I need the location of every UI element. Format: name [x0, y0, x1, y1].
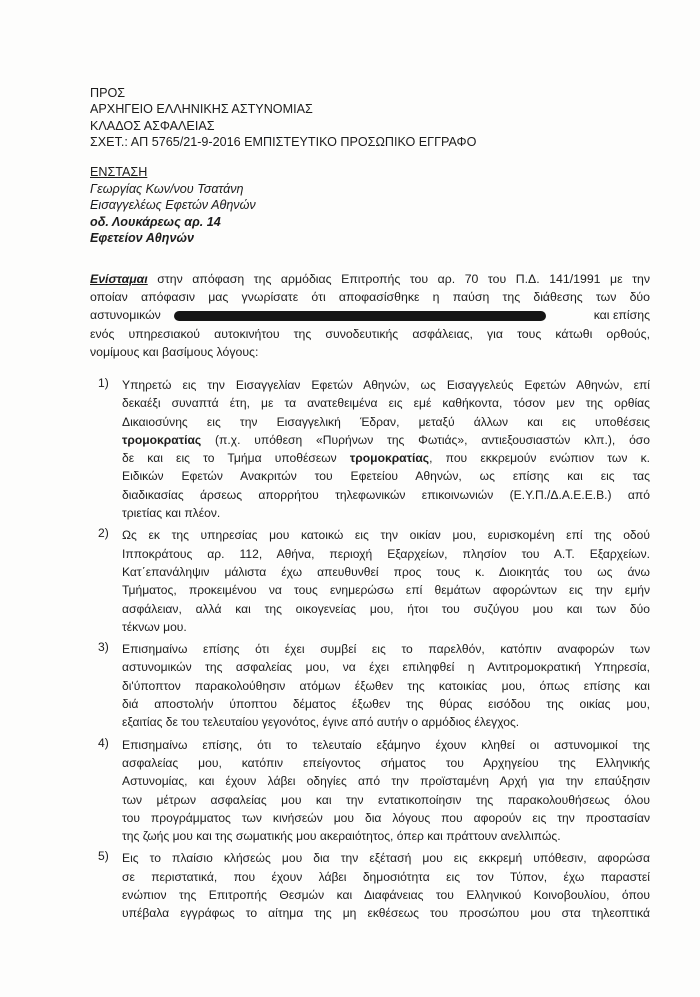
point-item: [90, 526, 650, 636]
objection-title: ΕΝΣΤΑΣΗ: [90, 165, 148, 179]
address-line-hq: ΑΡΧΗΓΕΙΟ ΕΛΛΗΝΙΚΗΣ ΑΣΤΥΝΟΜΙΑΣ: [90, 102, 313, 117]
point-line: της ζωής μου και της σωματικής μου ακεραιότητος, όπερ και πράττουν ανελλιπώς.: [122, 829, 561, 844]
point-number: 2): [98, 526, 109, 541]
point-line: Ειδικών Εφετών Ανακριτών του Εφετείου Αθηνών, ως επίσης και εις τας: [122, 469, 650, 484]
bold-term: τρομοκρατίας: [349, 451, 430, 466]
point-line: Εις το πλαίσιο κλήσεώς μου δια την εξέτασή μου εις εκκρεμή υπόθεσιν, αφορώσα: [122, 851, 650, 866]
point-line: Κατ΄επανάληψιν μάλιστα έχω απευθυνθεί προς τους κ. Διοικητάς του ως άνω: [122, 564, 650, 579]
point-line: Ως εκ της υπηρεσίας μου κατοικώ εις την οικίαν μου, ευρισκομένη επί της οδού: [122, 528, 650, 543]
author-name: Γεωργίας Κων/νου Τσατάνη: [90, 181, 244, 196]
intro-line: νομίμους και βασίμους λόγους:: [90, 344, 259, 359]
point-line: δεκαέξι συναπτά έτη, με τα ανατεθειμένα εις εμέ καθήκοντα, τόσον μεν της ορθίας: [122, 396, 650, 411]
point-line-text: (π.χ. υπόθεση «Πυρήνων της Φωτιάς», αντιεξουσιαστών κλπ.), όσο: [201, 432, 650, 447]
point-item: [90, 849, 650, 922]
point-line: Τμήματος, προκειμένου να τους ενημερώσω επί θεμάτων αφορώντων εις την εμήν: [122, 583, 650, 598]
point-line: Επισημαίνω επίσης ότι έχει συμβεί εις το παρελθόν, κατόπιν αναφορών των: [122, 642, 650, 657]
intro-line: ενός υπηρεσιακού αυτοκινήτου της συνοδευτικής ασφάλειας, για τους κάτωθι ορθούς,: [90, 326, 650, 341]
point-line: Δικαιοσύνης εις την Εισαγγελική Έδραν, μεταξύ άλλων και εις υποθέσεις: [122, 414, 650, 429]
intro-lead-word: Ενίσταμαι: [90, 272, 148, 286]
author-court: Εφετείον Αθηνών: [90, 231, 195, 246]
point-line: [122, 431, 650, 449]
point-line: δι'ύποπτον παρακολούθησιν ατόμων έξωθεν της κατοικίας μου, όπως επίσης και: [122, 678, 650, 693]
point-line: Υπηρετώ εις την Εισαγγελίαν Εφετών Αθηνών, ως Εισαγγελεύς Εφετών Αθηνών, επί: [122, 378, 650, 392]
point-item: [90, 376, 650, 522]
numbered-points: [90, 376, 650, 923]
author-role: Εισαγγελέως Εφετών Αθηνών: [90, 198, 256, 213]
point-line: Ιπποκράτους αρ. 112, Αθήνα, περιοχή Εξαρχείων, πλησίον του Α.Τ. Εξαρχείων.: [122, 546, 650, 561]
point-line-text: , που εκκρεμούν ενώπιον των κ.: [429, 451, 650, 466]
point-line: τέκνων μου.: [122, 619, 187, 634]
bold-term: τρομοκρατίας: [122, 432, 202, 447]
objection-header: [90, 164, 650, 247]
address-block: [90, 85, 650, 151]
point-line: του προγράμματος των κινήσεών μου δια λόγους που αφορούν εις την προστασίαν: [122, 810, 650, 825]
address-line-branch: ΚΛΑΔΟΣ ΑΣΦΑΛΕΙΑΣ: [90, 118, 215, 133]
address-line-pros: ΠΡΟΣ: [90, 86, 126, 100]
point-number: 3): [98, 640, 109, 655]
point-item: [90, 640, 650, 731]
point-line: διά αποστολήν ύποπτου δέματος έξωθεν της θύρας εισόδου της οικίας μου,: [122, 697, 650, 712]
intro-redacted-line: [90, 306, 650, 324]
point-line: υπέβαλα εγγράφως το αίτημα της μη εκθέσεως του προσώπου μου στα τηλεοπτικά: [122, 906, 650, 921]
point-number: 5): [98, 849, 109, 864]
point-line: Αστυνομίας, και έχουν λάβει οδηγίες από την προϊσταμένη Αρχή για την επαύξησιν: [122, 774, 650, 789]
address-line-reference: ΣΧΕΤ.: ΑΠ 5765/21-9-2016 ΕΜΠΙΣΤΕΥΤΙΚΟ ΠΡΟΣΩΠΙΚΟ ΕΓΓΡΑΦΟ: [90, 135, 477, 150]
point-line: ασφάλειαν, αλλά και της οικογενείας μου, ήτοι του συζύγου μου και των δύο: [122, 601, 650, 616]
intro-line-text: στην απόφαση της αρμόδιας Επιτροπής του αρ. 70 του Π.Δ. 141/1991 με την: [147, 272, 650, 286]
intro-line-pre-redaction: αστυνομικών: [90, 308, 161, 323]
point-item: [90, 736, 650, 846]
point-line: διαδικασίας άρσεως απορρήτου τηλεφωνικών επικοινωνιών (Ε.Υ.Π./Δ.Α.Ε.Ε.Β.) από: [122, 487, 650, 502]
point-line: των μέτρων ασφαλείας μου και την εντατικοποίησιν της παρακολουθήσεως όλου: [122, 792, 650, 807]
point-line: εξαιτίας δε του τελευταίου γεγονότος, έγινε από αυτήν ο αρμόδιος έλεγχος.: [122, 715, 520, 730]
intro-line: οποίαν απόφασιν μας γνωρίσατε ότι αποφασίσθηκε η παύση της διάθεσης των δύο: [90, 290, 650, 305]
point-line: ασφαλείας μου, κατόπιν επείγοντος σήματος του Αρχηγείου της Ελληνικής: [122, 755, 650, 770]
point-line: [122, 449, 650, 467]
point-number: 1): [98, 376, 109, 390]
redaction-bar: [174, 311, 546, 321]
author-street: οδ. Λουκάρεως αρ. 14: [90, 214, 221, 229]
point-line: αστυνομικών της ασφαλείας μου, να έχει επιληφθεί η Αντιτρομοκρατική Υπηρεσία,: [122, 660, 650, 675]
point-line-text: δε και εις το Τμήμα υποθέσεων: [122, 451, 350, 466]
point-line: σε περιστατικά, που έχουν λάβει δημοσιότητα εις τον Τύπον, έχω παραστεί: [122, 869, 650, 884]
point-line: ενώπιον της Επιτροπής Θεσμών και Διαφάνειας του Ελληνικού Κοινοβουλίου, όπου: [122, 888, 650, 903]
point-number: 4): [98, 735, 109, 750]
point-line: τριετίας και πλέον.: [122, 506, 221, 521]
intro-line: [90, 270, 650, 288]
point-line: Επισημαίνω επίσης, ότι το τελευταίο εξάμηνο έχουν κληθεί οι αστυνομικοί της: [122, 737, 650, 752]
intro-line-post-redaction: και επίσης: [593, 308, 650, 323]
intro-paragraph: [90, 270, 650, 361]
